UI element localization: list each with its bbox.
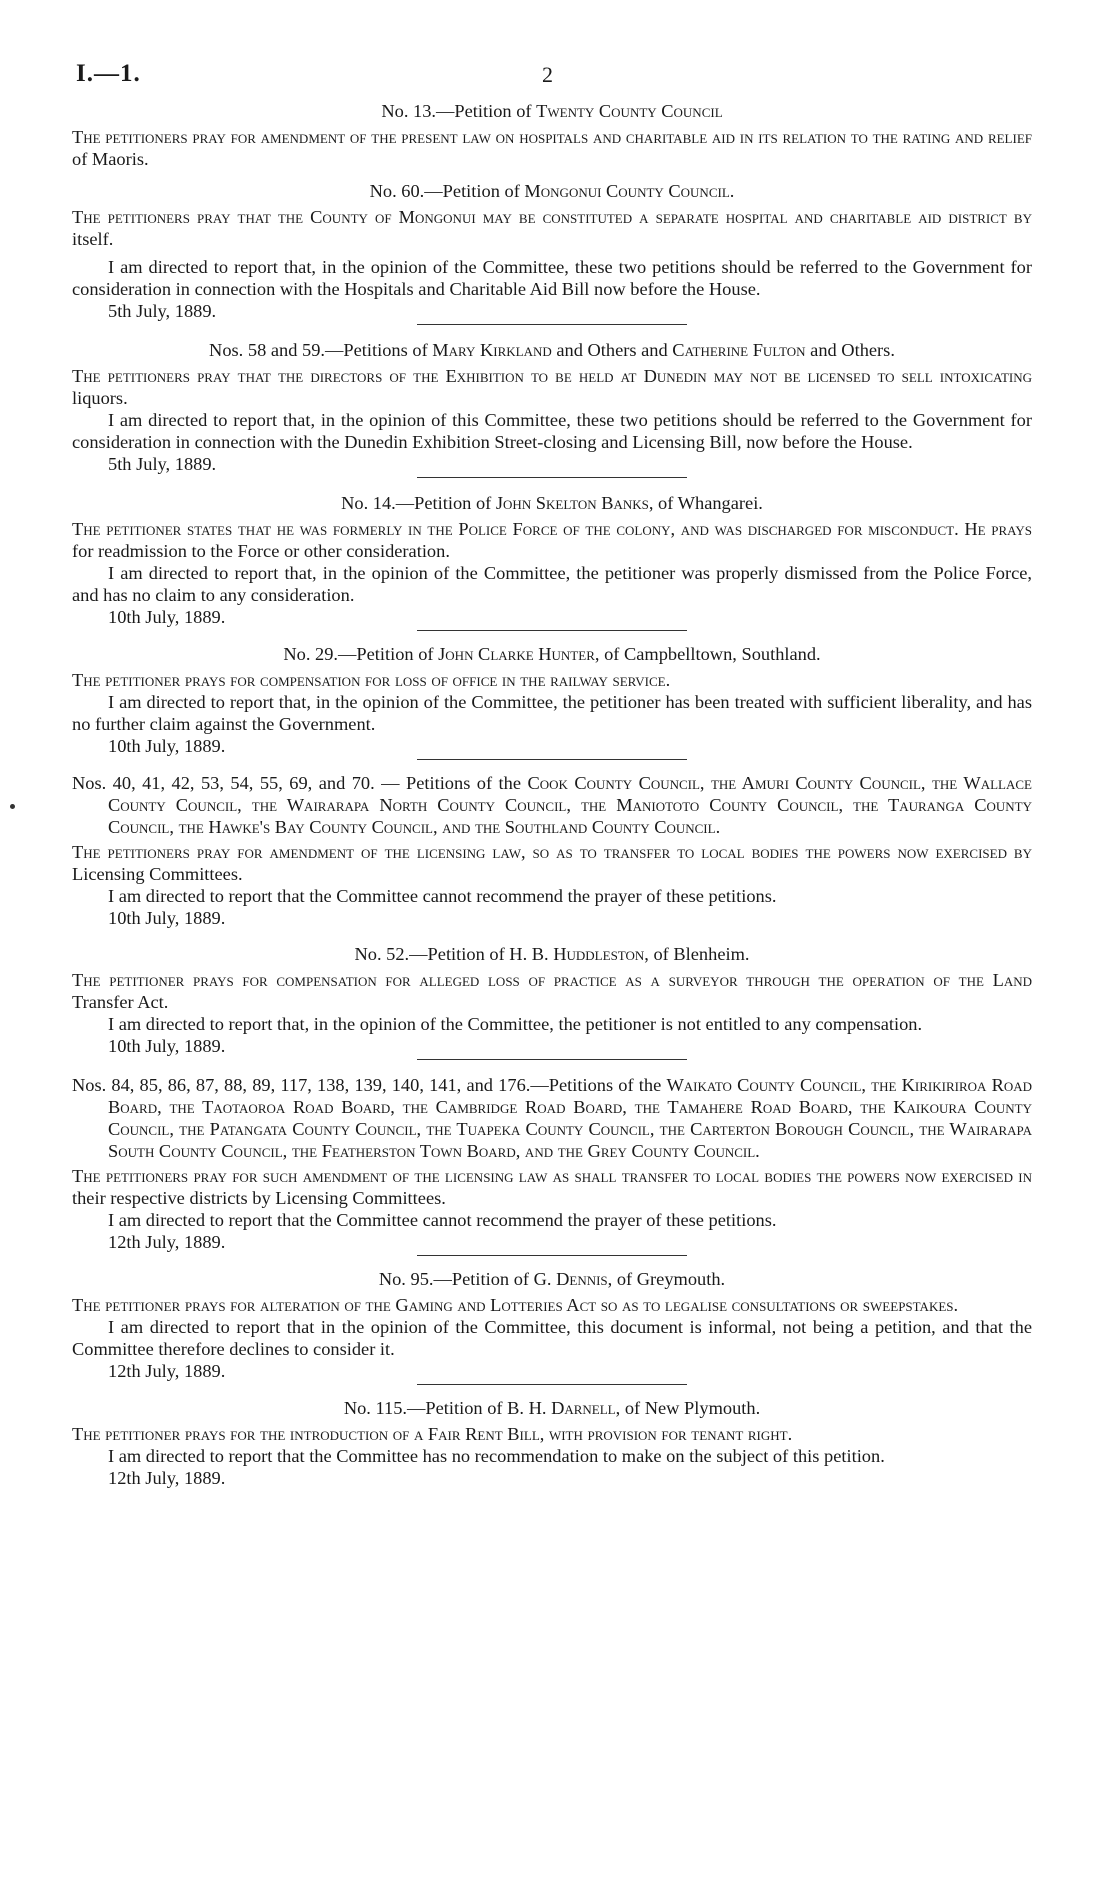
report-date: 5th July, 1889. bbox=[108, 301, 217, 321]
committee-report: I am directed to report that the Committee cannot recommend the prayer of these petitions. bbox=[108, 1210, 777, 1230]
committee-report: I am directed to report that in the opinion of the Committee, this document is informal, not being a petition, and that the Committee therefore declines to consider it. bbox=[72, 1317, 1032, 1359]
section-divider bbox=[417, 630, 687, 631]
report-date: 12th July, 1889. bbox=[108, 1468, 226, 1488]
petition-text: The petitioners pray for amendment of the present law on hospitals and charitable aid in its relation to the rating and relief of Maoris. bbox=[72, 127, 1032, 169]
section-divider bbox=[417, 324, 687, 325]
report-date: 10th July, 1889. bbox=[108, 908, 226, 928]
petition-text: The petitioner states that he was formerly in the Police Force of the colony, and was discharged for misconduct. He prays for readmission to the Force or other consideration. bbox=[72, 519, 1032, 561]
petition-text: The petitioners pray for amendment of the licensing law, so as to transfer to local bodies the powers now exercised by Licensing Committees. bbox=[72, 842, 1032, 884]
paper-reference: I.—1. bbox=[76, 60, 141, 87]
report-date: 12th July, 1889. bbox=[108, 1361, 226, 1381]
petition-text: The petitioner prays for compensation for loss of office in the railway service. bbox=[72, 670, 671, 690]
report-date: 12th July, 1889. bbox=[108, 1232, 226, 1252]
petition-title: No. 95.—Petition of G. Dennis, of Greymouth. bbox=[378, 1269, 726, 1289]
committee-report: I am directed to report that the Committee has no recommendation to make on the subject of this petition. bbox=[108, 1446, 885, 1466]
committee-report: I am directed to report that, in the opinion of the Committee, these two petitions should be referred to the Government for consideration in connection with the Hospitals and Charitable Aid Bill now before the House. bbox=[72, 257, 1032, 299]
petition-text: The petitioners pray for such amendment of the licensing law as shall transfer to local bodies the powers now exercised in their respective districts by Licensing Committees. bbox=[72, 1166, 1032, 1208]
committee-report: I am directed to report that, in the opinion of this Committee, these two petitions should be referred to the Government for consideration in connection with the Dunedin Exhibition Street-closing and Licensing Bill, now before the House. bbox=[72, 410, 1032, 452]
petition-title: No. 115.—Petition of B. H. Darnell, of New Plymouth. bbox=[343, 1398, 761, 1418]
petition-title: No. 13.—Petition of Twenty County Council bbox=[381, 101, 723, 121]
committee-report: I am directed to report that the Committee cannot recommend the prayer of these petitions. bbox=[108, 886, 777, 906]
petition-title: No. 52.—Petition of H. B. Huddleston, of Blenheim. bbox=[354, 944, 750, 964]
petition-text: The petitioner prays for the introduction of a Fair Rent Bill, with provision for tenant right. bbox=[72, 1424, 793, 1444]
report-date: 5th July, 1889. bbox=[108, 454, 217, 474]
petition-title: No. 29.—Petition of John Clarke Hunter, of Campbelltown, Southland. bbox=[283, 644, 821, 664]
report-date: 10th July, 1889. bbox=[108, 1036, 226, 1056]
petition-heading: Nos. 40, 41, 42, 53, 54, 55, 69, and 70. — Petitions of the Cook County Council, the Amuri County Council, the Wallace County Council, the Wairarapa North County Council, the Maniototo County Council, the Tauranga County Council, the Hawke's Bay County Council, and the Southland County Council. bbox=[72, 773, 1032, 837]
petition-text: The petitioners pray that the County of Mongonui may be constituted a separate hospital and charitable aid district by itself. bbox=[72, 207, 1032, 249]
section-divider bbox=[417, 477, 687, 478]
petition-text: The petitioner prays for alteration of the Gaming and Lotteries Act so as to legalise consultations or sweepstakes. bbox=[72, 1295, 959, 1315]
petition-text: The petitioners pray that the directors of the Exhibition to be held at Dunedin may not be licensed to sell intoxicating liquors. bbox=[72, 366, 1032, 408]
petition-heading: Nos. 84, 85, 86, 87, 88, 89, 117, 138, 139, 140, 141, and 176.—Petitions of the Waikato County Council, the Kirikiriroa Road Board, the Taotaoroa Road Board, the Cambridge Road Board, the Tamahere Road Board, the Kaikoura County Council, the Patangata County Council, the Tuapeka County Council, the Carterton Borough Council, the Wairarapa South County Council, the Featherston Town Board, and the Grey County Council. bbox=[72, 1075, 1033, 1161]
page-header bbox=[72, 60, 1032, 100]
section-divider bbox=[417, 1255, 687, 1256]
petition-title: No. 60.—Petition of Mongonui County Council. bbox=[369, 181, 735, 201]
petition-title: No. 14.—Petition of John Skelton Banks, of Whangarei. bbox=[341, 493, 763, 513]
page-number: 2 bbox=[542, 62, 553, 87]
report-date: 10th July, 1889. bbox=[108, 736, 226, 756]
section-divider bbox=[417, 1384, 687, 1385]
section-divider bbox=[417, 1059, 687, 1060]
committee-report: I am directed to report that, in the opinion of the Committee, the petitioner is not entitled to any compensation. bbox=[108, 1014, 923, 1034]
petition-text: The petitioner prays for compensation for alleged loss of practice as a surveyor through the operation of the Land Transfer Act. bbox=[72, 970, 1032, 1012]
document-page bbox=[72, 60, 1032, 1489]
report-date: 10th July, 1889. bbox=[108, 607, 226, 627]
committee-report: I am directed to report that, in the opinion of the Committee, the petitioner was properly dismissed from the Police Force, and has no claim to any consideration. bbox=[72, 563, 1032, 605]
committee-report: I am directed to report that, in the opinion of the Committee, the petitioner has been treated with sufficient liberality, and has no further claim against the Government. bbox=[72, 692, 1032, 734]
section-divider bbox=[417, 759, 687, 760]
petition-title: Nos. 58 and 59.—Petitions of Mary Kirkland and Others and Catherine Fulton and Others. bbox=[209, 340, 895, 360]
margin-speck bbox=[10, 804, 15, 809]
